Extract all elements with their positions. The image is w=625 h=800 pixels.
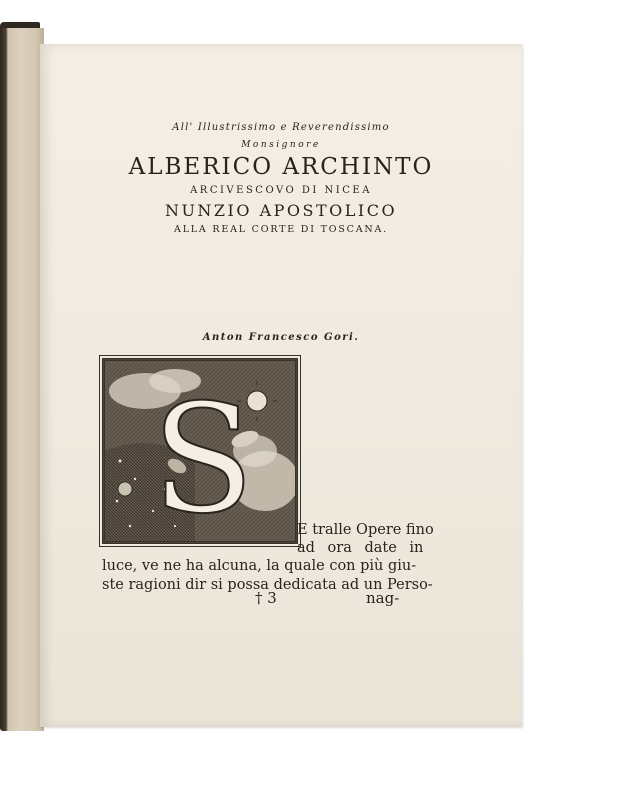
catchword: nag- (366, 589, 400, 607)
dedicatee-title-1: ARCIVESCOVO DI NICEA (190, 185, 372, 196)
author-signature: Anton Francesco Gori. (202, 332, 360, 343)
signature-mark: † 3 (255, 589, 277, 607)
dedicatee-name: ALBERICO ARCHINTO (128, 154, 434, 180)
engraved-initial-illustration (105, 361, 295, 541)
dedicatee-title-3: ALLA REAL CORTE DI TOSCANA. (174, 224, 388, 235)
book-spine (0, 28, 44, 731)
dedication-line: All' Illustrissimo e Reverendissimo (172, 122, 390, 133)
initial-letter-s: S (151, 373, 255, 541)
book-page (40, 44, 522, 727)
body-line-3: luce, ve ne ha alcuna, la quale con più giu- (102, 558, 417, 574)
body-line-4: ste ragioni dir si possa dedicata ad un Perso- (102, 577, 433, 593)
body-line-1: E tralle Opere fino (297, 522, 434, 538)
honorific: Monsignore (241, 140, 321, 150)
dedicatee-title-2: NUNZIO APOSTOLICO (164, 201, 398, 220)
decorated-initial (102, 358, 298, 544)
body-line-2: ad ora date in (297, 540, 424, 556)
